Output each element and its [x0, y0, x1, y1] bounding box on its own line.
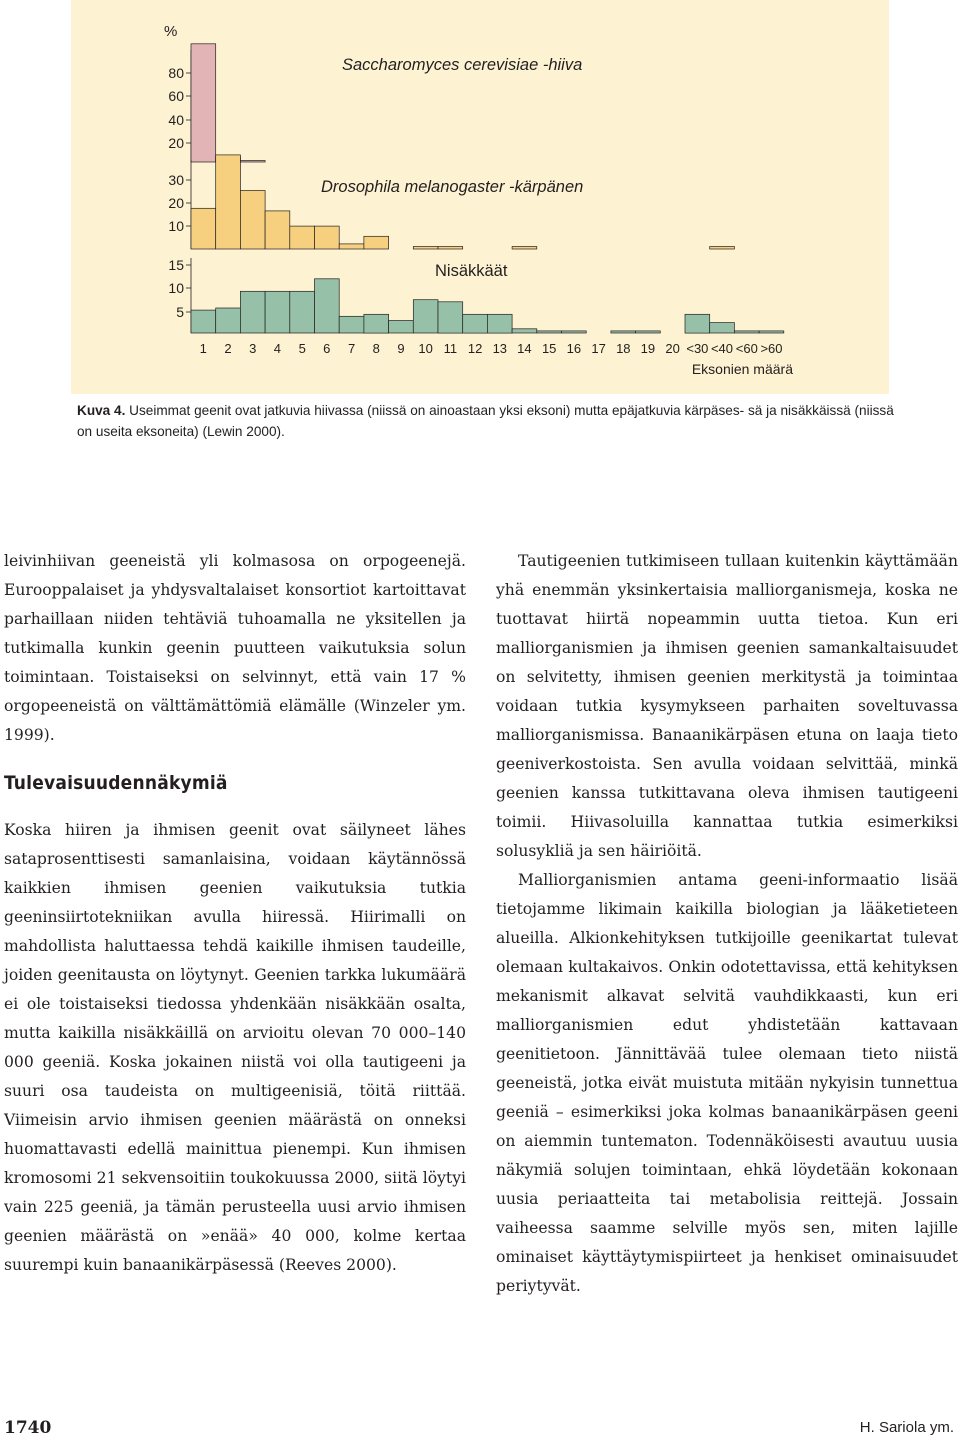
- bar-1: [191, 44, 216, 162]
- bar-2: [216, 155, 241, 249]
- paragraph-model-organisms: Tautigeenien tutkimiseen tullaan kuitenkin käyttämään yhä enemmän yksinkertaisia malliorganismeja, koska ne tuottavat hiirtä nopeammin uutta tietoa. Kun eri malliorganismien ja ihmisen geenien samankaltaisuudet on selvitetty, ihmisen geenien merkitystä ja toimintaa voidaan tutkia kysymykseen parhaiten soveltuvassa malliorganismissa. Banaanikärpäsen etuna on laaja tieto geeniverkostoista. Sen avulla voidaan selvittää, minkä geenien kanssa tutkittavana oleva ihmisen tautigeeni toimii. Hiivasoluilla kannattaa tutkia esimerkiksi solusykliä ja sen häiriöitä.: [496, 552, 958, 860]
- bar-6: [315, 279, 340, 333]
- bar-<40: [710, 323, 735, 333]
- y-tick-label: 10: [168, 280, 184, 296]
- caption-text: Useimmat geenit ovat jatkuvia hiivassa (niissä on ainoastaan yksi eksoni) mutta epäjatkuvia kärpäses- sä ja nisäkkäissä (niissä on useita eksoneita) (Lewin 2000).: [77, 403, 894, 439]
- y-tick-label: 30: [168, 172, 184, 188]
- x-tick-label: 1: [199, 341, 207, 356]
- running-author: H. Sariola ym.: [859, 1419, 954, 1436]
- y-tick-label: 15: [168, 257, 184, 273]
- caption-label: Kuva 4.: [77, 403, 126, 418]
- bar-18: [611, 331, 636, 333]
- left-column: [4, 547, 466, 1280]
- bar-19: [636, 331, 661, 333]
- y-tick-label: 5: [176, 304, 184, 320]
- x-tick-label: >60: [760, 341, 783, 356]
- bar-<30: [685, 314, 710, 333]
- bar-11: [438, 247, 463, 250]
- bar->60: [759, 331, 784, 333]
- y-tick-label: 10: [168, 218, 184, 234]
- percent-label: %: [164, 23, 178, 40]
- x-tick-label: 14: [517, 341, 532, 356]
- x-tick-label: 5: [298, 341, 306, 356]
- bar-7: [339, 244, 364, 249]
- x-axis-label: Eksonien määrä: [691, 361, 793, 377]
- figure-panel: [71, 0, 889, 394]
- x-tick-label: 6: [323, 341, 331, 356]
- x-tick-label: 2: [224, 341, 232, 356]
- y-tick-label: 20: [168, 135, 184, 151]
- paragraph-orphan-genes: leivinhiivan geeneistä yli kolmasosa on orpogeenejä. Eurooppalaiset ja yhdysvaltalaiset konsortiot kartoittavat parhaillaan niiden tehtäviä tuhoamalla ne yksitellen ja tutkimalla kunkin geenin puutteen vaikutuksia solun toimintaan. Toistaiseksi on selvinnyt, että vain 17 % orgopeeneistä on välttämättömiä elämälle (Winzeler ym. 1999).: [4, 552, 466, 744]
- exon-count-chart: [71, 0, 889, 394]
- x-tick-label: 7: [347, 341, 356, 356]
- x-tick-label: <30: [686, 341, 709, 356]
- x-tick-label: 15: [541, 341, 557, 356]
- x-tick-label: 17: [591, 341, 606, 356]
- section-heading: Tulevaisuudennäkymiä: [4, 772, 228, 794]
- x-tick-label: 8: [372, 341, 380, 356]
- x-tick-label: 9: [397, 341, 405, 356]
- bar-1: [191, 208, 216, 249]
- bar-14: [512, 329, 537, 333]
- bar-10: [413, 247, 438, 250]
- x-tick-label: 10: [418, 341, 433, 356]
- chart-panel-1: [168, 44, 582, 162]
- bar-4: [265, 211, 290, 249]
- y-tick-label: 80: [168, 65, 184, 81]
- bar-11: [438, 302, 463, 333]
- bar-1: [191, 310, 216, 333]
- x-tick-label: 19: [640, 341, 656, 356]
- bar-12: [463, 314, 488, 333]
- y-tick-label: 60: [168, 88, 184, 104]
- paragraph-gene-information: Malliorganismien antama geeni-informaatio lisää tietojamme likimain kaikilla biologian ja lääketieteen alueilla. Alkionkehityksen tutkijoille geenikartat tulevat olemaan kultakaivos. Onkin odotettavissa, että kehityksen mekanismit alkavat selvitä vauhdikkaasti, kun eri malliorganismien edut yhdistetään kattavaan geenitietoon. Jännittävää tulee olemaan tieto niistä geeneistä, jotka eivät muistuta mitään nykyisin tunnettua geeniä – esimerkiksi joka kolmas banaanikärpäsen geeni on aiemmin tuntematon. Todennäköisesti avautuu uusia näkymiä solujen toimintaan, ehkä löydetään kokonaan uusia periaatteita tai metabolisia reittejä. Jossain vaiheessa saamme selville myös sen, miten lajille ominaiset käyttäytymispiirteet ja henkiset ominaisuudet periytyvät.: [496, 871, 958, 1295]
- bar-5: [290, 226, 315, 249]
- y-tick-label: 20: [168, 195, 184, 211]
- x-tick-label: 12: [467, 341, 483, 356]
- y-tick-label: 40: [168, 112, 184, 128]
- bar-9: [389, 321, 414, 334]
- page-number: 1740: [4, 1418, 52, 1438]
- chart-panel-2: [168, 155, 734, 249]
- panel-title: Saccharomyces cerevisiae -hiiva: [342, 56, 583, 74]
- x-tick-label: <40: [710, 341, 734, 356]
- bar-3: [240, 161, 265, 163]
- bar-<60: [734, 331, 759, 333]
- x-tick-label: 11: [443, 341, 458, 356]
- x-tick-label: 18: [616, 341, 631, 356]
- bar-8: [364, 314, 389, 333]
- bar-6: [315, 226, 340, 249]
- x-tick-label: <60: [735, 341, 758, 356]
- paragraph-mouse-model: Koska hiiren ja ihmisen geenit ovat säilyneet lähes sataprosenttisesti samanlaisina, voidaan käytännössä kaikkien ihmisen geenien vaikutuksia tutkia geeninsiirtotekniikan avulla hiiressä. Hiirimalli on mahdollista haluttaessa tehdä kaikille ihmisen taudeille, joiden geenitausta on löytynyt. Geenien tarkka lukumäärä ei ole toistaiseksi tiedossa yhdenkään nisäkkään osalta, mutta kaikilla nisäkkäillä on arvioitu olevan 70 000–140 000 geeniä. Koska jokainen niistä voi olla tautigeeni ja suuri osa taudeista on multigeenisiä, töitä riittää. Viimeisin arvio ihmisen geenien määrästä on onneksi huomattavasti edellä mainittua pienempi. Kun ihmisen kromosomi 21 sekvensoitiin toukokuussa 2000, siitä löytyi vain 225 geeniä, ja tämän perusteella uusi arvio ihmisen geenien määrästä on »enää» 40 000, kolme kertaa suurempi kuin banaanikärpäsessä (Reeves 2000).: [4, 821, 466, 1274]
- bar-8: [364, 236, 389, 249]
- right-column: [496, 547, 958, 1301]
- bar-3: [240, 291, 265, 333]
- bar-16: [562, 331, 587, 333]
- figure-caption: [77, 400, 897, 442]
- x-tick-label: 16: [566, 341, 582, 356]
- bar-3: [240, 191, 265, 250]
- chart-panel-3: [168, 257, 783, 333]
- x-tick-label: 13: [492, 341, 508, 356]
- bar-2: [216, 308, 241, 333]
- bar-15: [537, 331, 562, 333]
- x-tick-label: 4: [273, 341, 282, 356]
- panel-title: Nisäkkäät: [435, 262, 508, 280]
- bar-4: [265, 291, 290, 333]
- panel-title: Drosophila melanogaster -kärpänen: [321, 178, 584, 196]
- x-tick-label: 3: [249, 341, 257, 356]
- bar-5: [290, 291, 315, 333]
- bar-<40: [710, 247, 735, 250]
- bar-7: [339, 316, 364, 333]
- bar-13: [487, 314, 512, 333]
- bar-10: [413, 300, 438, 333]
- x-tick-label: 20: [665, 341, 680, 356]
- bar-14: [512, 247, 537, 250]
